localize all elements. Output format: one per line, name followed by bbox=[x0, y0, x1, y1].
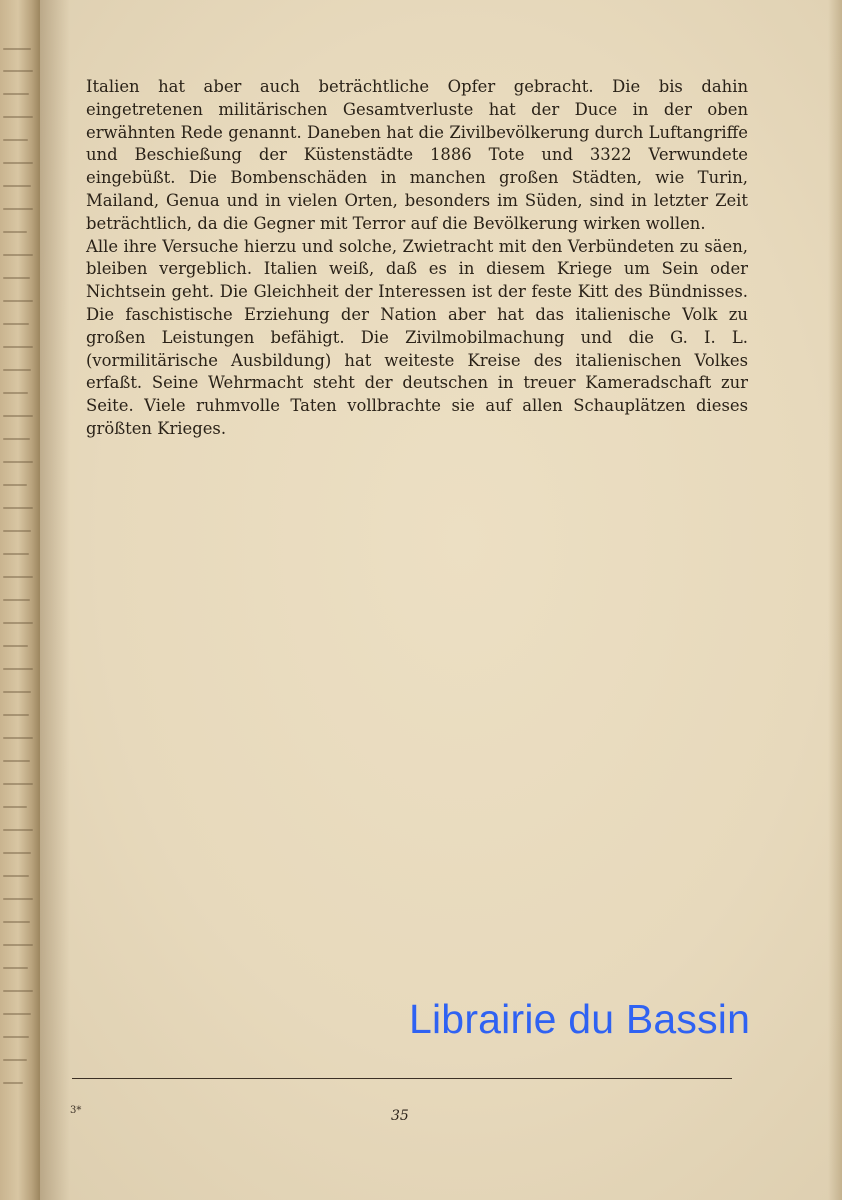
facing-page-gutter bbox=[0, 0, 40, 1200]
watermark-text: Librairie du Bassin bbox=[409, 996, 751, 1042]
body-text bbox=[86, 76, 748, 441]
page-edge bbox=[828, 0, 842, 1200]
paragraph: Alle ihre Versuche hierzu und solche, Zwietracht mit den Verbündeten zu säen, bleiben vergeblich. Italien weiß, daß es in diesem Kriege um Sein oder Nichtsein geht. Die Gleichheit der Interessen ist der feste Kitt des Bündnisses. Die faschistische Erziehung der Nation aber hat das italienische Volk zu großen Leistungen befähigt. Die Zivilmobilmachung und die G. I. L. (vormilitärische Ausbildung) hat weiteste Kreise des italienischen Volkes erfaßt. Seine Wehrmacht steht der deutschen in treuer Kameradschaft zur Seite. Viele ruhmvolle Taten vollbrachte sie auf allen Schauplätzen dieses größten Krieges. bbox=[86, 236, 748, 438]
gutter-shadow bbox=[40, 0, 70, 1200]
footer-rule bbox=[72, 1078, 732, 1079]
signature-mark: 3* bbox=[70, 1105, 82, 1116]
paragraph: Italien hat aber auch beträchtliche Opfer gebracht. Die bis dahin eingetretenen militärischen Gesamtverluste hat der Duce in der oben erwähnten Rede genannt. Daneben hat die Zivilbevölkerung durch Luftangriffe und Beschießung der Küstenstädte 1886 Tote und 3322 Verwundete eingebüßt. Die Bombenschäden in manchen großen Städten, wie Turin, Mailand, Genua und in vielen Orten, besonders im Süden, sind in letzter Zeit beträchtlich, da die Gegner mit Terror auf die Bevölkerung wirken wollen. bbox=[86, 77, 748, 233]
page-number: 35 bbox=[391, 1108, 409, 1124]
